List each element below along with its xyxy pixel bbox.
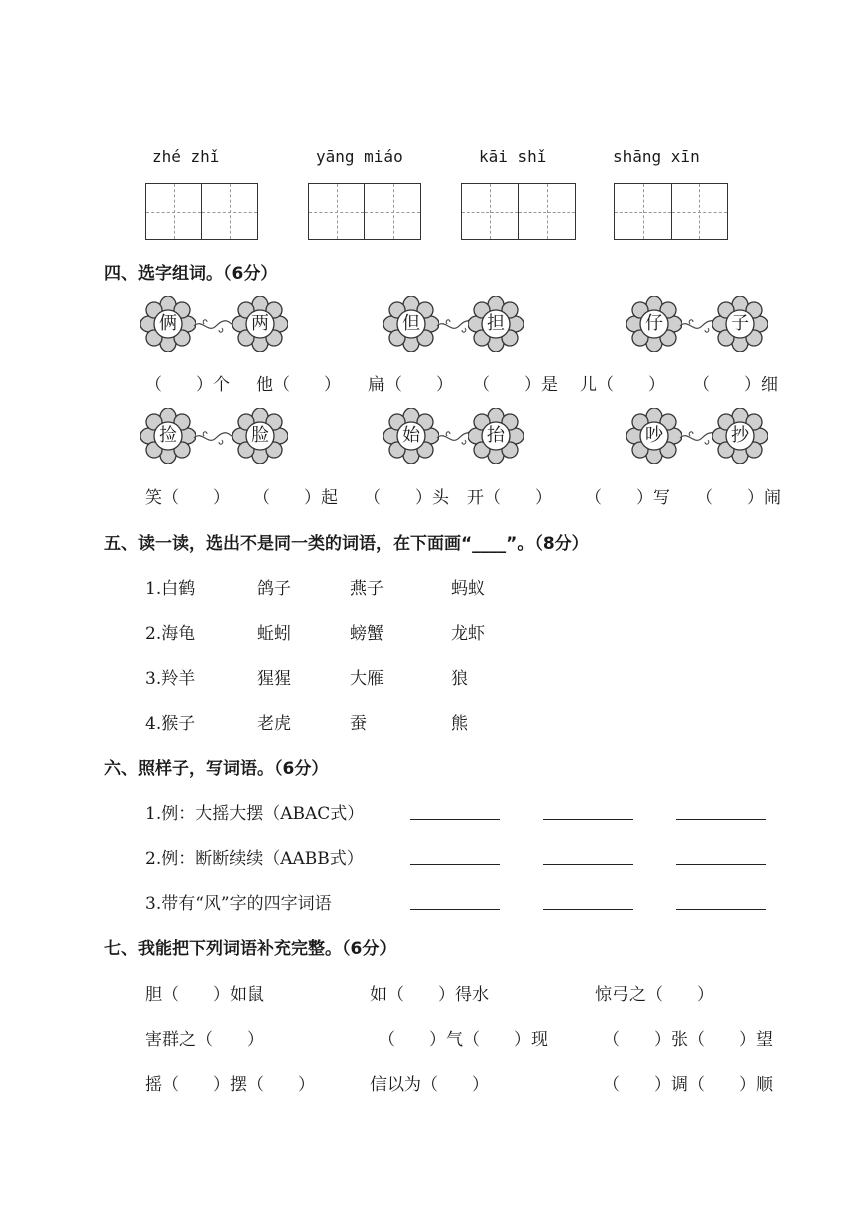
flower-char-text: 脸 <box>251 425 269 446</box>
flower-char-9 <box>383 408 439 464</box>
fill-blank[interactable]: 开（ ） <box>467 488 552 508</box>
flower-char-5 <box>626 296 682 352</box>
pinyin-4: shāng xīn <box>613 147 700 166</box>
pinyin-2: yāng miáo <box>316 147 403 166</box>
idiom-blank[interactable]: 胆（ ）如鼠 <box>145 985 264 1005</box>
fill-blank[interactable]: （ ）头 <box>364 488 449 508</box>
answer-line[interactable] <box>410 850 500 869</box>
word-item[interactable]: 蚕 <box>350 714 367 734</box>
flower-char-4 <box>468 296 524 352</box>
flower-char-text: 俩 <box>159 313 177 334</box>
flower-char-text: 捡 <box>159 425 177 446</box>
flower-char-8 <box>232 408 288 464</box>
answer-line[interactable] <box>410 805 500 824</box>
flower-char-11 <box>626 408 682 464</box>
flower-char-2 <box>232 296 288 352</box>
answer-line[interactable] <box>543 850 633 869</box>
word-item[interactable]: 熊 <box>451 714 468 734</box>
flower-char-1 <box>140 296 196 352</box>
flower-char-text: 两 <box>251 313 269 334</box>
flower-char-6 <box>712 296 768 352</box>
word-item[interactable]: 大雁 <box>350 669 384 689</box>
answer-line[interactable] <box>543 805 633 824</box>
idiom-blank[interactable]: （ ）气（ ）现 <box>378 1030 548 1050</box>
word-item[interactable]: 2.海龟 <box>145 624 196 644</box>
answer-line[interactable] <box>410 895 500 914</box>
idiom-blank[interactable]: 信以为（ ） <box>370 1075 489 1095</box>
section5-title: 五、读一读，选出不是同一类的词语，在下面画“____”。（8分） <box>104 534 589 554</box>
fill-blank[interactable]: （ ）写 <box>585 488 670 508</box>
pinyin-1: zhé zhǐ <box>152 147 220 166</box>
vine-decoration <box>192 428 236 448</box>
fill-blank[interactable]: （ ）起 <box>253 488 338 508</box>
section7-title: 七、我能把下列词语补充完整。（6分） <box>104 939 397 959</box>
flower-char-text: 吵 <box>645 425 663 446</box>
word-item[interactable]: 螃蟹 <box>350 624 384 644</box>
fill-blank[interactable]: （ ）细 <box>693 375 778 395</box>
flower-char-12 <box>712 408 768 464</box>
word-item[interactable]: 3.羚羊 <box>145 669 196 689</box>
fill-blank[interactable]: 笑（ ） <box>145 488 230 508</box>
writing-grid-4[interactable] <box>614 183 728 240</box>
flower-char-text: 子 <box>731 313 749 334</box>
word-item[interactable]: 4.猴子 <box>145 714 196 734</box>
fill-blank[interactable]: 扁（ ） <box>368 375 453 395</box>
word-item[interactable]: 老虎 <box>257 714 291 734</box>
idiom-blank[interactable]: 害群之（ ） <box>145 1030 264 1050</box>
flower-char-text: 但 <box>402 313 420 334</box>
fill-blank[interactable]: 他（ ） <box>256 375 341 395</box>
word-item[interactable]: 鸽子 <box>257 579 291 599</box>
answer-line[interactable] <box>676 895 766 914</box>
flower-char-7 <box>140 408 196 464</box>
writing-grid-3[interactable] <box>461 183 576 240</box>
fill-blank[interactable]: （ ）是 <box>473 375 558 395</box>
example-label: 1.例：大摇大摆（ABAC式） <box>145 804 365 824</box>
fill-blank[interactable]: （ ）个 <box>145 375 230 395</box>
section4-title: 四、选字组词。（6分） <box>104 264 278 284</box>
flower-char-text: 始 <box>402 425 420 446</box>
idiom-blank[interactable]: 惊弓之（ ） <box>595 985 714 1005</box>
idiom-blank[interactable]: 摇（ ）摆（ ） <box>145 1075 315 1095</box>
fill-blank[interactable]: （ ）闹 <box>696 488 781 508</box>
idiom-blank[interactable]: （ ）调（ ）顺 <box>603 1075 773 1095</box>
pinyin-3: kāi shǐ <box>479 147 547 166</box>
word-item[interactable]: 龙虾 <box>451 624 485 644</box>
example-label: 3.带有“风”字的四字词语 <box>145 894 332 914</box>
fill-blank[interactable]: 儿（ ） <box>580 375 665 395</box>
flower-char-text: 仔 <box>645 313 663 334</box>
vine-decoration <box>192 316 236 336</box>
flower-char-text: 抬 <box>487 425 505 446</box>
flower-char-3 <box>383 296 439 352</box>
writing-grid-2[interactable] <box>308 183 421 240</box>
flower-char-text: 抄 <box>731 425 749 446</box>
word-item[interactable]: 狼 <box>451 669 468 689</box>
writing-grid-1[interactable] <box>145 183 258 240</box>
word-item[interactable]: 燕子 <box>350 579 384 599</box>
flower-char-10 <box>468 408 524 464</box>
answer-line[interactable] <box>676 805 766 824</box>
idiom-blank[interactable]: （ ）张（ ）望 <box>603 1030 773 1050</box>
flower-char-text: 担 <box>487 313 505 334</box>
answer-line[interactable] <box>543 895 633 914</box>
word-item[interactable]: 猩猩 <box>257 669 291 689</box>
example-label: 2.例：断断续续（AABB式） <box>145 849 364 869</box>
answer-line[interactable] <box>676 850 766 869</box>
idiom-blank[interactable]: 如（ ）得水 <box>370 985 489 1005</box>
word-item[interactable]: 蚂蚁 <box>451 579 485 599</box>
word-item[interactable]: 1.白鹤 <box>145 579 196 599</box>
word-item[interactable]: 蚯蚓 <box>257 624 291 644</box>
section6-title: 六、照样子，写词语。（6分） <box>104 759 329 779</box>
